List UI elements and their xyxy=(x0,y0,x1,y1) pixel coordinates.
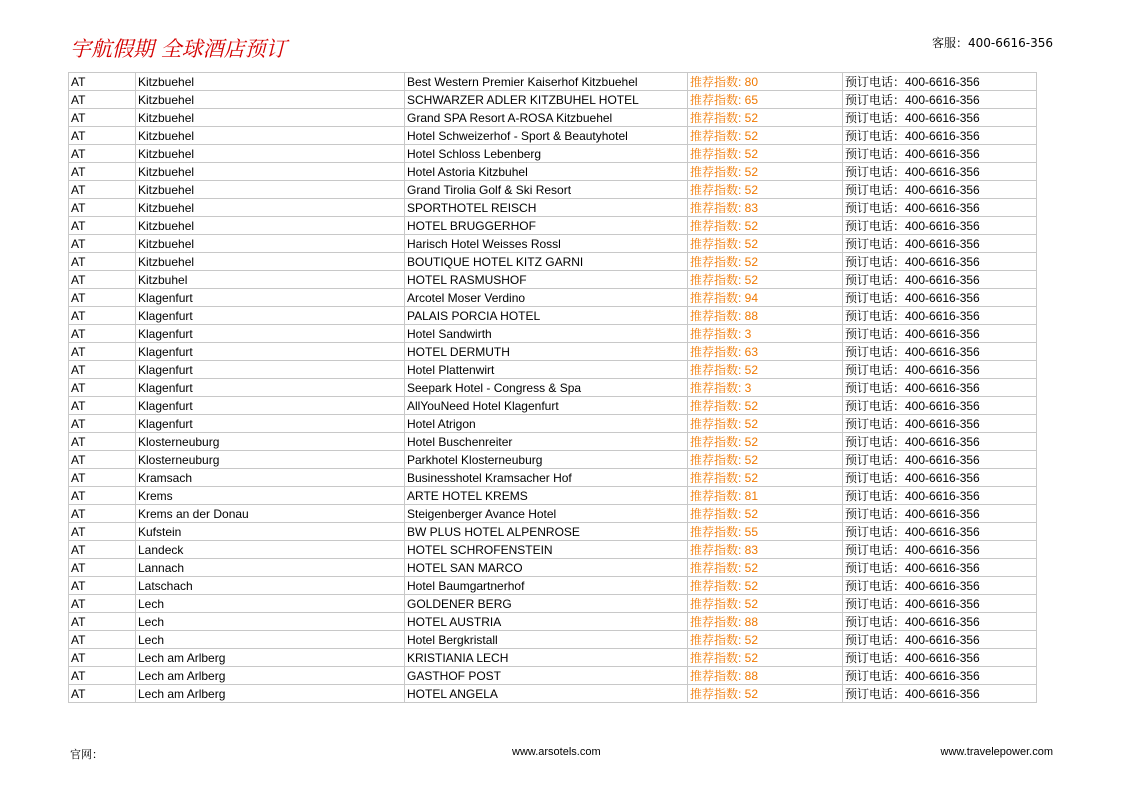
country-cell: AT xyxy=(69,199,136,217)
recommend-score-cell: 推荐指数: 88 xyxy=(688,667,843,685)
table-row xyxy=(69,577,1037,595)
hotel-name-cell: Harisch Hotel Weisses Rossl xyxy=(405,235,688,253)
city-cell: Lannach xyxy=(136,559,405,577)
table-row xyxy=(69,433,1037,451)
city-cell: Lech xyxy=(136,595,405,613)
recommend-score-cell: 推荐指数: 52 xyxy=(688,415,843,433)
city-cell: Kitzbuehel xyxy=(136,91,405,109)
country-cell: AT xyxy=(69,487,136,505)
country-cell: AT xyxy=(69,253,136,271)
country-cell: AT xyxy=(69,163,136,181)
hotel-name-cell: Seepark Hotel - Congress & Spa xyxy=(405,379,688,397)
country-cell: AT xyxy=(69,271,136,289)
country-cell: AT xyxy=(69,577,136,595)
hotel-name-cell: HOTEL AUSTRIA xyxy=(405,613,688,631)
city-cell: Kitzbuehel xyxy=(136,235,405,253)
hotel-name-cell: Best Western Premier Kaiserhof Kitzbuehel xyxy=(405,73,688,91)
table-row xyxy=(69,109,1037,127)
country-cell: AT xyxy=(69,109,136,127)
recommend-score-cell: 推荐指数: 52 xyxy=(688,451,843,469)
table-row xyxy=(69,73,1037,91)
table-row xyxy=(69,361,1037,379)
hotel-name-cell: Hotel Baumgartnerhof xyxy=(405,577,688,595)
city-cell: Klagenfurt xyxy=(136,325,405,343)
recommend-score-cell: 推荐指数: 83 xyxy=(688,199,843,217)
booking-phone-cell: 预订电话：400-6616-356 xyxy=(843,379,1037,397)
hotel-name-cell: HOTEL ANGELA xyxy=(405,685,688,703)
recommend-score-cell: 推荐指数: 65 xyxy=(688,91,843,109)
hotel-name-cell: Businesshotel Kramsacher Hof xyxy=(405,469,688,487)
hotel-name-cell: Hotel Bergkristall xyxy=(405,631,688,649)
city-cell: Lech am Arlberg xyxy=(136,667,405,685)
table-row xyxy=(69,145,1037,163)
hotel-name-cell: Hotel Plattenwirt xyxy=(405,361,688,379)
city-cell: Klagenfurt xyxy=(136,343,405,361)
country-cell: AT xyxy=(69,415,136,433)
recommend-score-cell: 推荐指数: 52 xyxy=(688,505,843,523)
hotel-name-cell: HOTEL BRUGGERHOF xyxy=(405,217,688,235)
hotel-name-cell: ARTE HOTEL KREMS xyxy=(405,487,688,505)
table-row xyxy=(69,235,1037,253)
recommend-score-cell: 推荐指数: 52 xyxy=(688,127,843,145)
table-row xyxy=(69,379,1037,397)
booking-phone-cell: 预订电话：400-6616-356 xyxy=(843,217,1037,235)
city-cell: Klagenfurt xyxy=(136,379,405,397)
booking-phone-cell: 预订电话：400-6616-356 xyxy=(843,649,1037,667)
country-cell: AT xyxy=(69,127,136,145)
hotel-name-cell: KRISTIANIA LECH xyxy=(405,649,688,667)
recommend-score-cell: 推荐指数: 88 xyxy=(688,307,843,325)
table-row xyxy=(69,253,1037,271)
booking-phone-cell: 预订电话：400-6616-356 xyxy=(843,235,1037,253)
recommend-score-cell: 推荐指数: 52 xyxy=(688,163,843,181)
recommend-score-cell: 推荐指数: 52 xyxy=(688,685,843,703)
hotel-table-body xyxy=(69,73,1037,703)
table-row xyxy=(69,649,1037,667)
recommend-score-cell: 推荐指数: 55 xyxy=(688,523,843,541)
country-cell: AT xyxy=(69,343,136,361)
table-row xyxy=(69,685,1037,703)
booking-phone-cell: 预订电话：400-6616-356 xyxy=(843,451,1037,469)
hotel-name-cell: GASTHOF POST xyxy=(405,667,688,685)
booking-phone-cell: 预订电话：400-6616-356 xyxy=(843,397,1037,415)
recommend-score-cell: 推荐指数: 83 xyxy=(688,541,843,559)
hotel-name-cell: AllYouNeed Hotel Klagenfurt xyxy=(405,397,688,415)
footer-website-label: 官网： xyxy=(70,749,103,761)
city-cell: Klagenfurt xyxy=(136,307,405,325)
booking-phone-cell: 预订电话：400-6616-356 xyxy=(843,559,1037,577)
booking-phone-cell: 预订电话：400-6616-356 xyxy=(843,199,1037,217)
city-cell: Kitzbuehel xyxy=(136,181,405,199)
hotel-name-cell: SPORTHOTEL REISCH xyxy=(405,199,688,217)
hotel-name-cell: Hotel Schweizerhof - Sport & Beautyhotel xyxy=(405,127,688,145)
table-row xyxy=(69,613,1037,631)
country-cell: AT xyxy=(69,451,136,469)
country-cell: AT xyxy=(69,397,136,415)
city-cell: Kitzbuehel xyxy=(136,73,405,91)
hotel-name-cell: Hotel Sandwirth xyxy=(405,325,688,343)
city-cell: Kitzbuhel xyxy=(136,271,405,289)
hotel-name-cell: Hotel Schloss Lebenberg xyxy=(405,145,688,163)
hotel-name-cell: Grand Tirolia Golf & Ski Resort xyxy=(405,181,688,199)
city-cell: Klagenfurt xyxy=(136,361,405,379)
recommend-score-cell: 推荐指数: 52 xyxy=(688,235,843,253)
country-cell: AT xyxy=(69,505,136,523)
hotel-name-cell: HOTEL SAN MARCO xyxy=(405,559,688,577)
hotel-name-cell: Hotel Buschenreiter xyxy=(405,433,688,451)
hotel-name-cell: HOTEL RASMUSHOF xyxy=(405,271,688,289)
hotel-name-cell: Arcotel Moser Verdino xyxy=(405,289,688,307)
recommend-score-cell: 推荐指数: 80 xyxy=(688,73,843,91)
country-cell: AT xyxy=(69,307,136,325)
recommend-score-cell: 推荐指数: 88 xyxy=(688,613,843,631)
table-row xyxy=(69,181,1037,199)
recommend-score-cell: 推荐指数: 52 xyxy=(688,397,843,415)
country-cell: AT xyxy=(69,685,136,703)
city-cell: Lech xyxy=(136,631,405,649)
hotel-name-cell: BW PLUS HOTEL ALPENROSE xyxy=(405,523,688,541)
hotel-table xyxy=(68,72,1037,703)
booking-phone-cell: 预订电话：400-6616-356 xyxy=(843,577,1037,595)
booking-phone-cell: 预订电话：400-6616-356 xyxy=(843,271,1037,289)
booking-phone-cell: 预订电话：400-6616-356 xyxy=(843,289,1037,307)
booking-phone-cell: 预订电话：400-6616-356 xyxy=(843,685,1037,703)
footer-link-arsotels[interactable]: www.arsotels.com xyxy=(512,746,601,758)
table-row xyxy=(69,307,1037,325)
recommend-score-cell: 推荐指数: 3 xyxy=(688,379,843,397)
recommend-score-cell: 推荐指数: 52 xyxy=(688,253,843,271)
city-cell: Klagenfurt xyxy=(136,397,405,415)
booking-phone-cell: 预订电话：400-6616-356 xyxy=(843,253,1037,271)
recommend-score-cell: 推荐指数: 52 xyxy=(688,469,843,487)
booking-phone-cell: 预订电话：400-6616-356 xyxy=(843,91,1037,109)
booking-phone-cell: 预订电话：400-6616-356 xyxy=(843,163,1037,181)
country-cell: AT xyxy=(69,217,136,235)
city-cell: Kitzbuehel xyxy=(136,217,405,235)
table-row xyxy=(69,289,1037,307)
city-cell: Krems xyxy=(136,487,405,505)
footer-link-travelepower[interactable]: www.travelepower.com xyxy=(940,746,1053,758)
table-row xyxy=(69,523,1037,541)
country-cell: AT xyxy=(69,523,136,541)
table-row xyxy=(69,91,1037,109)
country-cell: AT xyxy=(69,325,136,343)
country-cell: AT xyxy=(69,433,136,451)
recommend-score-cell: 推荐指数: 63 xyxy=(688,343,843,361)
city-cell: Landeck xyxy=(136,541,405,559)
recommend-score-cell: 推荐指数: 81 xyxy=(688,487,843,505)
recommend-score-cell: 推荐指数: 3 xyxy=(688,325,843,343)
table-row xyxy=(69,325,1037,343)
booking-phone-cell: 预订电话：400-6616-356 xyxy=(843,181,1037,199)
city-cell: Kitzbuehel xyxy=(136,127,405,145)
recommend-score-cell: 推荐指数: 52 xyxy=(688,595,843,613)
table-row xyxy=(69,487,1037,505)
booking-phone-cell: 预订电话：400-6616-356 xyxy=(843,631,1037,649)
city-cell: Kitzbuehel xyxy=(136,145,405,163)
country-cell: AT xyxy=(69,361,136,379)
recommend-score-cell: 推荐指数: 52 xyxy=(688,181,843,199)
city-cell: Kitzbuehel xyxy=(136,199,405,217)
booking-phone-cell: 预订电话：400-6616-356 xyxy=(843,307,1037,325)
hotel-name-cell: HOTEL DERMUTH xyxy=(405,343,688,361)
recommend-score-cell: 推荐指数: 52 xyxy=(688,109,843,127)
hotel-name-cell: Hotel Atrigon xyxy=(405,415,688,433)
booking-phone-cell: 预订电话：400-6616-356 xyxy=(843,595,1037,613)
booking-phone-cell: 预订电话：400-6616-356 xyxy=(843,523,1037,541)
city-cell: Lech xyxy=(136,613,405,631)
hotel-name-cell: Grand SPA Resort A-ROSA Kitzbuehel xyxy=(405,109,688,127)
booking-phone-cell: 预订电话：400-6616-356 xyxy=(843,145,1037,163)
brand-title: 宇航假期 全球酒店预订 xyxy=(70,37,287,61)
hotel-name-cell: BOUTIQUE HOTEL KITZ GARNI xyxy=(405,253,688,271)
hotel-name-cell: Parkhotel Klosterneuburg xyxy=(405,451,688,469)
booking-phone-cell: 预订电话：400-6616-356 xyxy=(843,433,1037,451)
city-cell: Klosterneuburg xyxy=(136,451,405,469)
hotel-name-cell: HOTEL SCHROFENSTEIN xyxy=(405,541,688,559)
booking-phone-cell: 预订电话：400-6616-356 xyxy=(843,361,1037,379)
table-row xyxy=(69,469,1037,487)
city-cell: Kitzbuehel xyxy=(136,253,405,271)
hotel-name-cell: Hotel Astoria Kitzbuhel xyxy=(405,163,688,181)
hotel-name-cell: SCHWARZER ADLER KITZBUHEL HOTEL xyxy=(405,91,688,109)
city-cell: Kramsach xyxy=(136,469,405,487)
booking-phone-cell: 预订电话：400-6616-356 xyxy=(843,541,1037,559)
country-cell: AT xyxy=(69,91,136,109)
table-row xyxy=(69,667,1037,685)
booking-phone-cell: 预订电话：400-6616-356 xyxy=(843,127,1037,145)
table-row xyxy=(69,127,1037,145)
country-cell: AT xyxy=(69,595,136,613)
table-row xyxy=(69,163,1037,181)
table-row xyxy=(69,631,1037,649)
country-cell: AT xyxy=(69,289,136,307)
city-cell: Klosterneuburg xyxy=(136,433,405,451)
country-cell: AT xyxy=(69,73,136,91)
booking-phone-cell: 预订电话：400-6616-356 xyxy=(843,667,1037,685)
recommend-score-cell: 推荐指数: 52 xyxy=(688,433,843,451)
city-cell: Klagenfurt xyxy=(136,415,405,433)
booking-phone-cell: 预订电话：400-6616-356 xyxy=(843,109,1037,127)
table-row xyxy=(69,343,1037,361)
country-cell: AT xyxy=(69,559,136,577)
recommend-score-cell: 推荐指数: 52 xyxy=(688,631,843,649)
city-cell: Lech am Arlberg xyxy=(136,685,405,703)
booking-phone-cell: 预订电话：400-6616-356 xyxy=(843,487,1037,505)
table-row xyxy=(69,271,1037,289)
recommend-score-cell: 推荐指数: 52 xyxy=(688,559,843,577)
recommend-score-cell: 推荐指数: 52 xyxy=(688,217,843,235)
booking-phone-cell: 预订电话：400-6616-356 xyxy=(843,325,1037,343)
country-cell: AT xyxy=(69,379,136,397)
country-cell: AT xyxy=(69,181,136,199)
booking-phone-cell: 预订电话：400-6616-356 xyxy=(843,505,1037,523)
recommend-score-cell: 推荐指数: 52 xyxy=(688,577,843,595)
recommend-score-cell: 推荐指数: 52 xyxy=(688,271,843,289)
recommend-score-cell: 推荐指数: 52 xyxy=(688,649,843,667)
table-row xyxy=(69,397,1037,415)
city-cell: Klagenfurt xyxy=(136,289,405,307)
table-row xyxy=(69,415,1037,433)
booking-phone-cell: 预订电话：400-6616-356 xyxy=(843,415,1037,433)
table-row xyxy=(69,595,1037,613)
table-row xyxy=(69,559,1037,577)
table-row xyxy=(69,505,1037,523)
country-cell: AT xyxy=(69,235,136,253)
booking-phone-cell: 预订电话：400-6616-356 xyxy=(843,469,1037,487)
city-cell: Lech am Arlberg xyxy=(136,649,405,667)
country-cell: AT xyxy=(69,469,136,487)
table-row xyxy=(69,199,1037,217)
city-cell: Kufstein xyxy=(136,523,405,541)
table-row xyxy=(69,541,1037,559)
country-cell: AT xyxy=(69,667,136,685)
city-cell: Kitzbuehel xyxy=(136,163,405,181)
table-row xyxy=(69,217,1037,235)
recommend-score-cell: 推荐指数: 94 xyxy=(688,289,843,307)
city-cell: Kitzbuehel xyxy=(136,109,405,127)
hotel-name-cell: Steigenberger Avance Hotel xyxy=(405,505,688,523)
recommend-score-cell: 推荐指数: 52 xyxy=(688,145,843,163)
hotel-name-cell: GOLDENER BERG xyxy=(405,595,688,613)
table-row xyxy=(69,451,1037,469)
country-cell: AT xyxy=(69,649,136,667)
country-cell: AT xyxy=(69,145,136,163)
booking-phone-cell: 预订电话：400-6616-356 xyxy=(843,613,1037,631)
hotel-name-cell: PALAIS PORCIA HOTEL xyxy=(405,307,688,325)
country-cell: AT xyxy=(69,631,136,649)
booking-phone-cell: 预订电话：400-6616-356 xyxy=(843,343,1037,361)
booking-phone-cell: 预订电话：400-6616-356 xyxy=(843,73,1037,91)
recommend-score-cell: 推荐指数: 52 xyxy=(688,361,843,379)
city-cell: Krems an der Donau xyxy=(136,505,405,523)
customer-service-phone: 客服：400-6616-356 xyxy=(931,36,1053,50)
country-cell: AT xyxy=(69,613,136,631)
city-cell: Latschach xyxy=(136,577,405,595)
country-cell: AT xyxy=(69,541,136,559)
